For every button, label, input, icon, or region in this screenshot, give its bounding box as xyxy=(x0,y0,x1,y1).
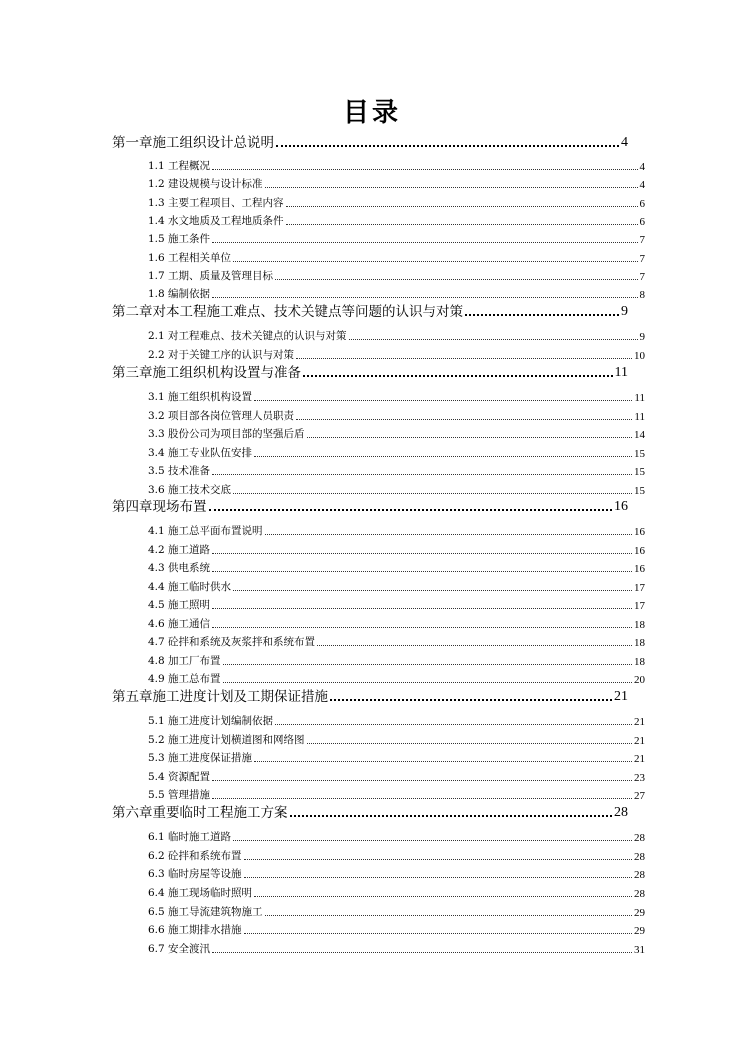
toc-page-number: 21 xyxy=(634,735,645,747)
toc-page-number: 31 xyxy=(634,944,645,956)
toc-page-number: 23 xyxy=(634,772,645,784)
toc-entry-label: 3.6 施工技术交底 xyxy=(148,484,232,496)
toc-section-entry[interactable] xyxy=(148,577,645,594)
dot-leader xyxy=(212,608,632,609)
toc-entry-label: 4.8 加工厂布置 xyxy=(148,655,221,667)
toc-entry-label: 4.7 砼拌和系统及灰浆拌和系统布置 xyxy=(148,636,316,648)
toc-section-entry[interactable] xyxy=(148,174,645,191)
toc-section-entry[interactable] xyxy=(148,443,645,460)
dot-leader xyxy=(276,145,619,147)
dot-leader xyxy=(317,645,632,646)
toc-page-number: 16 xyxy=(634,545,645,557)
toc-page-number: 29 xyxy=(634,925,645,937)
toc-entry-label: 第二章对本工程施工难点、技术关键点等问题的认识与对策 xyxy=(112,304,463,320)
toc-page-number: 18 xyxy=(634,637,645,649)
toc-entry-label: 6.4 施工现场临时照明 xyxy=(148,887,253,899)
toc-entry-label: 4.6 施工通信 xyxy=(148,618,211,630)
toc-section-entry[interactable] xyxy=(148,614,645,631)
toc-section-entry[interactable] xyxy=(148,521,645,538)
toc-page-number: 28 xyxy=(634,869,645,881)
toc-chapter-entry[interactable] xyxy=(112,301,628,320)
toc-section-entry[interactable] xyxy=(148,711,645,728)
dot-leader xyxy=(212,242,637,243)
toc-section-entry[interactable] xyxy=(148,540,645,557)
toc-entry-label: 2.2 对于关键工序的认识与对策 xyxy=(148,349,295,361)
dot-leader xyxy=(286,206,638,207)
toc-section-entry[interactable] xyxy=(148,827,645,844)
dot-leader xyxy=(254,456,632,457)
dot-leader xyxy=(212,780,632,781)
toc-section-entry[interactable] xyxy=(148,748,645,765)
dot-leader xyxy=(212,297,637,298)
toc-section-entry[interactable] xyxy=(148,632,645,649)
toc-page-number: 9 xyxy=(621,304,628,319)
toc-page-number: 21 xyxy=(634,753,645,765)
dot-leader xyxy=(244,877,632,878)
toc-entry-label: 4.9 施工总布置 xyxy=(148,673,221,685)
dot-leader xyxy=(265,187,638,188)
dot-leader xyxy=(265,534,632,535)
toc-section-entry[interactable] xyxy=(148,651,645,668)
toc-entry-label: 第三章施工组织机构设置与准备 xyxy=(112,365,301,381)
toc-section-entry[interactable] xyxy=(148,461,645,478)
dot-leader xyxy=(212,571,632,572)
toc-section-entry[interactable] xyxy=(148,156,645,173)
toc-page-number: 28 xyxy=(614,805,628,820)
toc-entry-label: 第六章重要临时工程施工方案 xyxy=(112,805,288,821)
toc-page-number: 16 xyxy=(634,526,645,538)
toc-page-number: 21 xyxy=(614,689,628,704)
toc-page-number: 11 xyxy=(634,411,645,423)
toc-page-number: 10 xyxy=(634,350,645,362)
toc-section-entry[interactable] xyxy=(148,266,645,283)
toc-section-entry[interactable] xyxy=(148,284,645,301)
toc-section-entry[interactable] xyxy=(148,920,645,937)
dot-leader xyxy=(212,169,637,170)
dot-leader xyxy=(212,798,632,799)
toc-section-entry[interactable] xyxy=(148,480,645,497)
dot-leader xyxy=(307,437,632,438)
toc-page-number: 8 xyxy=(639,289,645,301)
toc-page-number: 7 xyxy=(639,234,645,246)
dot-leader xyxy=(349,339,638,340)
toc-page-number: 16 xyxy=(634,563,645,575)
toc-page-number: 6 xyxy=(639,216,645,228)
dot-leader xyxy=(275,724,632,725)
toc-section-entry[interactable] xyxy=(148,669,645,686)
toc-page-number: 21 xyxy=(634,716,645,728)
toc-section-entry[interactable] xyxy=(148,326,645,343)
toc-page-number: 28 xyxy=(634,832,645,844)
toc-entry-label: 1.7 工期、质量及管理目标 xyxy=(148,270,274,282)
toc-section-entry[interactable] xyxy=(148,248,645,265)
toc-entry-label: 5.5 管理措施 xyxy=(148,789,211,801)
toc-entry-label: 4.5 施工照明 xyxy=(148,599,211,611)
dot-leader xyxy=(212,627,632,628)
dot-leader xyxy=(212,952,632,953)
toc-page-number: 20 xyxy=(634,674,645,686)
toc-entry-label: 6.6 施工期排水措施 xyxy=(148,924,242,936)
dot-leader xyxy=(330,699,612,701)
dot-leader xyxy=(286,224,638,225)
toc-page-number: 11 xyxy=(634,392,645,404)
toc-entry-label: 4.4 施工临时供水 xyxy=(148,581,232,593)
toc-entry-label: 3.2 项目部各岗位管理人员职责 xyxy=(148,410,295,422)
toc-chapter-entry[interactable] xyxy=(112,496,628,515)
toc-entry-label: 4.2 施工道路 xyxy=(148,544,211,556)
toc-entry-label: 1.8 编制依据 xyxy=(148,288,211,300)
toc-section-entry[interactable] xyxy=(148,424,645,441)
toc-page-number: 29 xyxy=(634,907,645,919)
toc-entry-label: 第四章现场布置 xyxy=(112,499,207,515)
toc-entry-label: 5.1 施工进度计划编制依据 xyxy=(148,715,274,727)
toc-entry-label: 2.1 对工程难点、技术关键点的认识与对策 xyxy=(148,330,347,342)
toc-entry-label: 3.3 股份公司为项目部的坚强后盾 xyxy=(148,428,305,440)
toc-page-number: 14 xyxy=(634,429,645,441)
toc-page-number: 17 xyxy=(634,582,645,594)
dot-leader xyxy=(233,840,632,841)
toc-entry-label: 第一章施工组织设计总说明 xyxy=(112,135,274,151)
toc-page-number: 27 xyxy=(634,790,645,802)
dot-leader xyxy=(303,375,613,377)
toc-chapter-entry[interactable] xyxy=(112,802,628,821)
toc-page-number: 15 xyxy=(634,485,645,497)
dot-leader xyxy=(307,743,632,744)
toc-entry-label: 1.2 建设规模与设计标准 xyxy=(148,178,263,190)
dot-leader xyxy=(296,358,632,359)
dot-leader xyxy=(265,915,632,916)
toc-entry-label: 6.7 安全渡汛 xyxy=(148,943,211,955)
toc-entry-label: 3.4 施工专业队伍安排 xyxy=(148,447,253,459)
dot-leader xyxy=(296,419,632,420)
toc-entry-label: 6.2 砼拌和系统布置 xyxy=(148,850,242,862)
toc-entry-label: 4.1 施工总平面布置说明 xyxy=(148,525,263,537)
toc-page-number: 15 xyxy=(634,466,645,478)
toc-section-entry[interactable] xyxy=(148,387,645,404)
dot-leader xyxy=(254,761,632,762)
toc-section-entry[interactable] xyxy=(148,229,645,246)
toc-page-number: 17 xyxy=(634,600,645,612)
toc-section-entry[interactable] xyxy=(148,785,645,802)
toc-page-number: 15 xyxy=(634,448,645,460)
toc-page-number: 28 xyxy=(634,851,645,863)
toc-entry-label: 1.4 水文地质及工程地质条件 xyxy=(148,215,284,227)
toc-page-number: 18 xyxy=(634,656,645,668)
toc-section-entry[interactable] xyxy=(148,406,645,423)
toc-section-entry[interactable] xyxy=(148,730,645,747)
toc-page-number: 7 xyxy=(639,253,645,265)
toc-entry-label: 1.5 施工条件 xyxy=(148,233,211,245)
toc-section-entry[interactable] xyxy=(148,902,645,919)
dot-leader xyxy=(244,859,632,860)
toc-entry-label: 1.6 工程相关单位 xyxy=(148,252,232,264)
dot-leader xyxy=(290,815,613,817)
toc-page-number: 6 xyxy=(639,198,645,210)
toc-section-entry[interactable] xyxy=(148,345,645,362)
toc-section-entry[interactable] xyxy=(148,939,645,956)
toc-entry-label: 1.3 主要工程项目、工程内容 xyxy=(148,197,284,209)
dot-leader xyxy=(223,664,632,665)
dot-leader xyxy=(465,314,619,316)
toc-page-number: 18 xyxy=(634,619,645,631)
toc-entry-label: 3.1 施工组织机构设置 xyxy=(148,391,253,403)
toc-page-number: 4 xyxy=(639,179,645,191)
toc-entry-label: 3.5 技术准备 xyxy=(148,465,211,477)
toc-entry-label: 6.1 临时施工道路 xyxy=(148,831,232,843)
toc-page-number: 11 xyxy=(614,365,628,380)
dot-leader xyxy=(233,493,632,494)
toc-section-entry[interactable] xyxy=(148,193,645,210)
toc-page-number: 4 xyxy=(639,161,645,173)
dot-leader xyxy=(244,933,632,934)
toc-entry-label: 5.3 施工进度保证措施 xyxy=(148,752,253,764)
dot-leader xyxy=(212,553,632,554)
dot-leader xyxy=(223,682,632,683)
dot-leader xyxy=(254,400,632,401)
toc-chapter-entry[interactable] xyxy=(112,132,628,151)
toc-page-number: 9 xyxy=(639,331,645,343)
dot-leader xyxy=(254,896,632,897)
toc-section-entry[interactable] xyxy=(148,883,645,900)
page-title: 目录 xyxy=(342,98,401,128)
toc-entry-label: 6.5 施工导流建筑物施工 xyxy=(148,906,263,918)
toc-entry-label: 5.2 施工进度计划横道图和网络图 xyxy=(148,734,305,746)
toc-section-entry[interactable] xyxy=(148,595,645,612)
toc-chapter-entry[interactable] xyxy=(112,362,628,381)
dot-leader xyxy=(212,474,632,475)
toc-section-entry[interactable] xyxy=(148,864,645,881)
toc-entry-label: 第五章施工进度计划及工期保证措施 xyxy=(112,689,328,705)
toc-chapter-entry[interactable] xyxy=(112,686,628,705)
toc-page-number: 28 xyxy=(634,888,645,900)
dot-leader xyxy=(233,261,637,262)
toc-section-entry[interactable] xyxy=(148,846,645,863)
dot-leader xyxy=(275,279,637,280)
toc-section-entry[interactable] xyxy=(148,767,645,784)
dot-leader xyxy=(209,509,613,511)
dot-leader xyxy=(233,590,632,591)
toc-section-entry[interactable] xyxy=(148,558,645,575)
toc-entry-label: 1.1 工程概况 xyxy=(148,160,211,172)
toc-page-number: 16 xyxy=(614,499,628,514)
toc-section-entry[interactable] xyxy=(148,211,645,228)
toc-entry-label: 4.3 供电系统 xyxy=(148,562,211,574)
toc-page-number: 7 xyxy=(639,271,645,283)
toc-entry-label: 5.4 资源配置 xyxy=(148,771,211,783)
toc-page-number: 4 xyxy=(621,135,628,150)
toc-entry-label: 6.3 临时房屋等设施 xyxy=(148,868,242,880)
